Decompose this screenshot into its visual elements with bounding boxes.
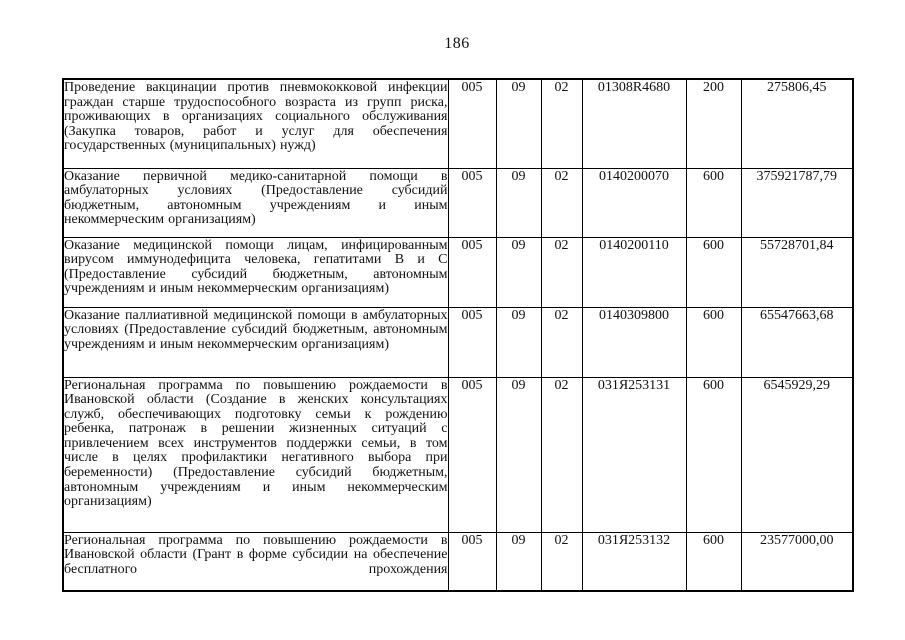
cell-grbs-code: 005 bbox=[448, 79, 496, 168]
cell-subsection-code: 02 bbox=[541, 377, 582, 532]
cell-description: Региональная программа по повышению рождаемости в Ивановской области (Создание в женских консультациях служб, обеспечивающих подготовку семьи к рождению ребенка, патронаж в решении жизненных ситуаций с привлечением всех инструментов поддержки семьи, в том числе в целях профилактики негативного выбора при беременности) (Предоставление субсидий бюджетным, автономным учреждениям и иным некоммерческим организациям) bbox=[63, 377, 448, 532]
table-row bbox=[63, 168, 853, 237]
cell-subsection-code: 02 bbox=[541, 532, 582, 591]
cell-amount: 55728701,84 bbox=[741, 237, 853, 307]
cell-section-code: 09 bbox=[496, 307, 541, 377]
cell-expense-type-code: 600 bbox=[686, 237, 741, 307]
cell-description: Оказание паллиативной медицинской помощи в амбулаторных условиях (Предоставление субсидий бюджетным, автономным учреждениям и иным некоммерческим организациям) bbox=[63, 307, 448, 377]
cell-subsection-code: 02 bbox=[541, 168, 582, 237]
cell-grbs-code: 005 bbox=[448, 168, 496, 237]
cell-subsection-code: 02 bbox=[541, 237, 582, 307]
cell-expense-type-code: 600 bbox=[686, 377, 741, 532]
table-row bbox=[63, 532, 853, 591]
cell-expense-type-code: 600 bbox=[686, 532, 741, 591]
table-body bbox=[63, 79, 853, 591]
cell-target-article-code: 031Я253132 bbox=[582, 532, 686, 591]
cell-amount: 275806,45 bbox=[741, 79, 853, 168]
table-row bbox=[63, 307, 853, 377]
cell-description: Региональная программа по повышению рождаемости в Ивановской области (Грант в форме субсидии на обеспечение бесплатного прохождения bbox=[63, 532, 448, 591]
cell-grbs-code: 005 bbox=[448, 237, 496, 307]
cell-section-code: 09 bbox=[496, 168, 541, 237]
page-number: 186 bbox=[444, 35, 470, 52]
cell-subsection-code: 02 bbox=[541, 79, 582, 168]
cell-amount: 23577000,00 bbox=[741, 532, 853, 591]
cell-section-code: 09 bbox=[496, 79, 541, 168]
cell-description: Оказание медицинской помощи лицам, инфицированным вирусом иммунодефицита человека, гепатитами В и С (Предоставление субсидий бюджетным, автономным учреждениям и иным некоммерческим организациям) bbox=[63, 237, 448, 307]
cell-description: Оказание первичной медико-санитарной помощи в амбулаторных условиях (Предоставление субсидий бюджетным, автономным учреждениям и иным некоммерческим организациям) bbox=[63, 168, 448, 237]
cell-grbs-code: 005 bbox=[448, 307, 496, 377]
cell-subsection-code: 02 bbox=[541, 307, 582, 377]
cell-description: Проведение вакцинации против пневмококковой инфекции граждан старше трудоспособного возраста из групп риска, проживающих в организациях социального обслуживания (Закупка товаров, работ и услуг для обеспечения государственных (муниципальных) нужд) bbox=[63, 79, 448, 168]
cell-section-code: 09 bbox=[496, 532, 541, 591]
cell-grbs-code: 005 bbox=[448, 532, 496, 591]
budget-expenditure-table bbox=[62, 78, 854, 592]
cell-section-code: 09 bbox=[496, 237, 541, 307]
cell-amount: 375921787,79 bbox=[741, 168, 853, 237]
table-row bbox=[63, 237, 853, 307]
cell-amount: 65547663,68 bbox=[741, 307, 853, 377]
cell-target-article-code: 0140200070 bbox=[582, 168, 686, 237]
cell-section-code: 09 bbox=[496, 377, 541, 532]
cell-expense-type-code: 600 bbox=[686, 307, 741, 377]
table-row bbox=[63, 377, 853, 532]
cell-grbs-code: 005 bbox=[448, 377, 496, 532]
cell-expense-type-code: 600 bbox=[686, 168, 741, 237]
cell-target-article-code: 0140200110 bbox=[582, 237, 686, 307]
cell-expense-type-code: 200 bbox=[686, 79, 741, 168]
cell-target-article-code: 01308R4680 bbox=[582, 79, 686, 168]
cell-target-article-code: 0140309800 bbox=[582, 307, 686, 377]
cell-target-article-code: 031Я253131 bbox=[582, 377, 686, 532]
table-row bbox=[63, 79, 853, 168]
cell-amount: 6545929,29 bbox=[741, 377, 853, 532]
